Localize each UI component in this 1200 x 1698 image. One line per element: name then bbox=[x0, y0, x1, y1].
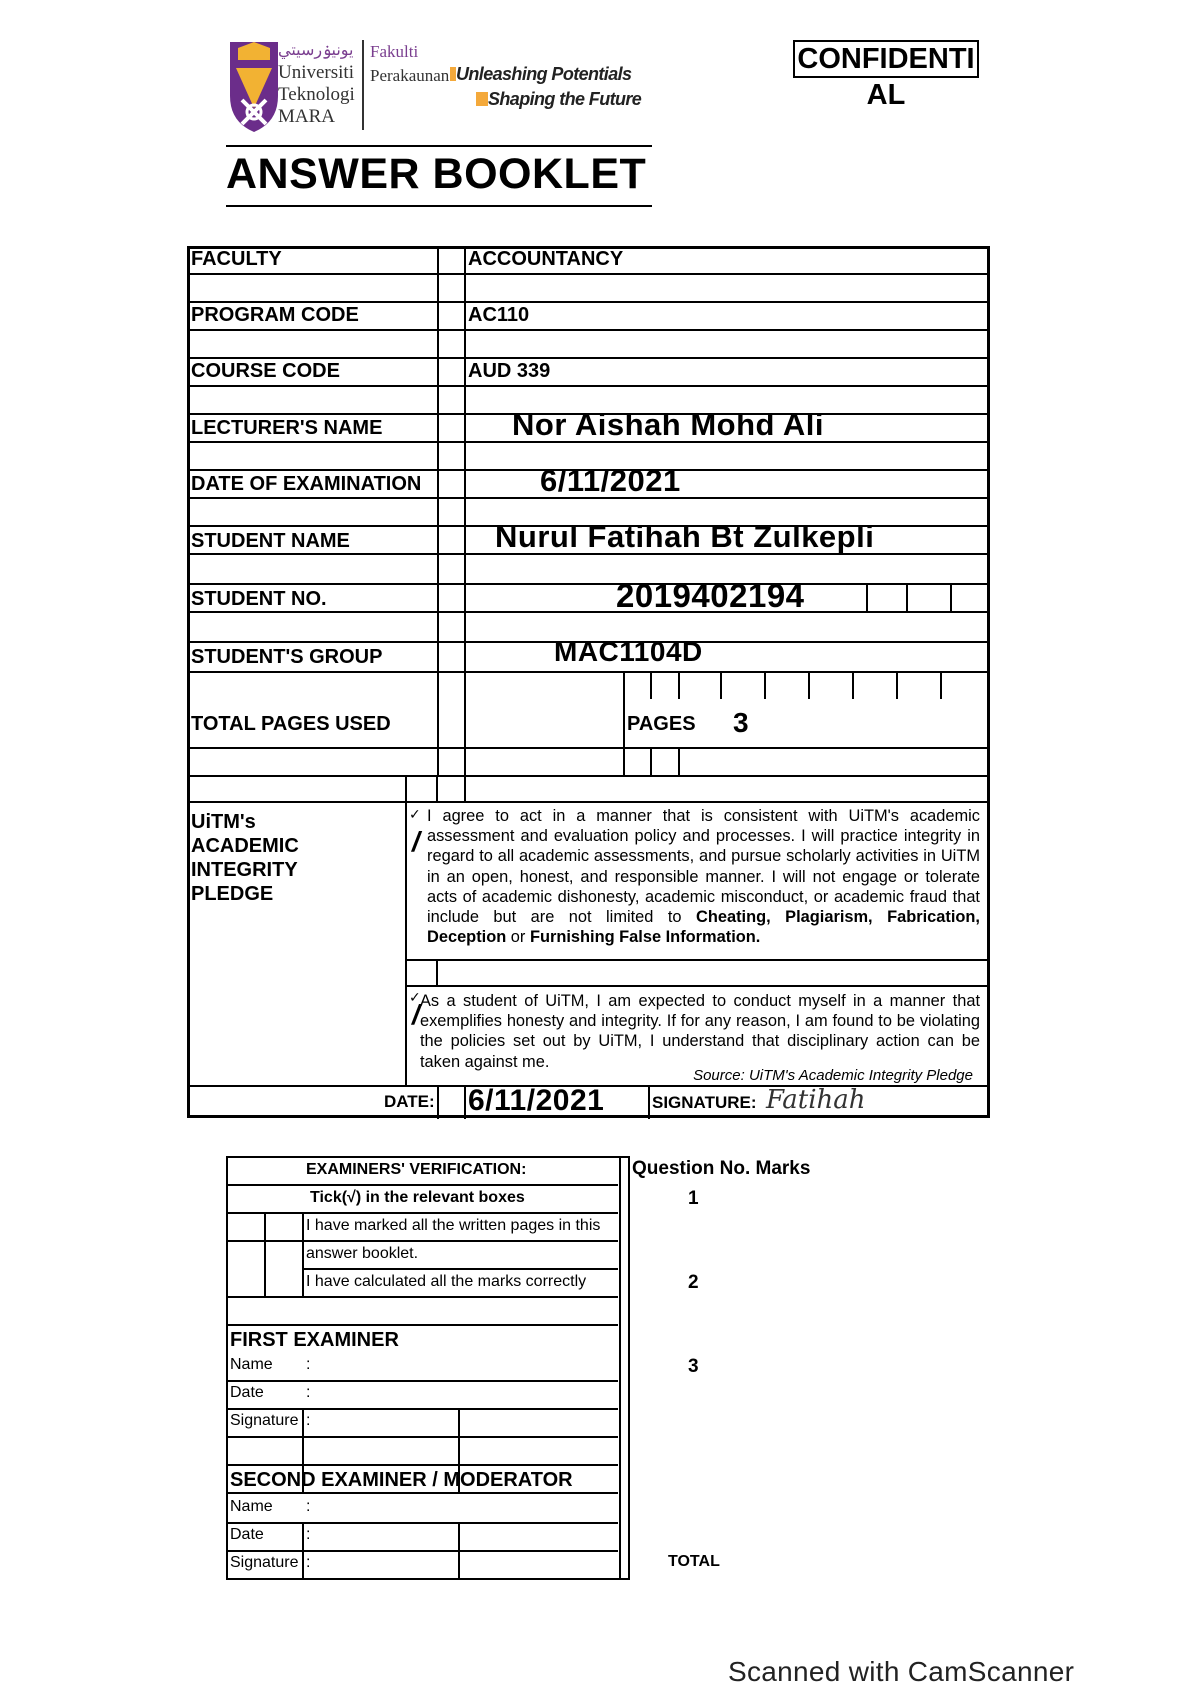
pledge2-tick[interactable]: ✓ bbox=[409, 989, 421, 1005]
group-box-line bbox=[764, 671, 766, 699]
student-group-label: STUDENT'S GROUP bbox=[191, 646, 383, 668]
col-line bbox=[464, 1085, 466, 1119]
field-label: Date bbox=[230, 1526, 264, 1543]
col-line bbox=[619, 1158, 621, 1578]
student-no-value: 2019402194 bbox=[616, 577, 805, 614]
col-line bbox=[405, 775, 407, 1085]
row-line bbox=[228, 1464, 618, 1466]
faculty-value: ACCOUNTANCY bbox=[468, 248, 624, 270]
row-line bbox=[190, 801, 987, 803]
row-line bbox=[190, 611, 987, 613]
row-line bbox=[406, 985, 987, 987]
check1-text: I have marked all the written pages in this bbox=[306, 1217, 601, 1234]
slogan-line: Shaping the Future bbox=[456, 87, 641, 112]
row-line bbox=[190, 385, 987, 387]
pledge-or: or bbox=[510, 928, 526, 947]
row-line bbox=[228, 1522, 618, 1524]
row-line bbox=[190, 747, 987, 749]
col-line bbox=[436, 959, 438, 985]
pledge-term: Plagiarism, bbox=[785, 908, 873, 927]
university-arabic: يونيۏرسيتي bbox=[278, 42, 354, 59]
student-name-value: Nurul Fatihah Bt Zulkepli bbox=[495, 519, 875, 554]
row-line bbox=[190, 301, 987, 303]
uitm-logo bbox=[226, 38, 282, 134]
col-line bbox=[302, 1522, 304, 1578]
row-line bbox=[228, 1184, 618, 1186]
signature-label: SIGNATURE: bbox=[652, 1093, 757, 1112]
slogan bbox=[456, 62, 641, 112]
page-title: ANSWER BOOKLET bbox=[226, 150, 647, 198]
program-code-label: PROGRAM CODE bbox=[191, 304, 359, 326]
check1-text: answer booklet. bbox=[306, 1245, 419, 1262]
pages-box-line bbox=[650, 747, 652, 775]
second-examiner-title: SECOND EXAMINER / MODERATOR bbox=[230, 1469, 573, 1491]
row-line bbox=[190, 273, 987, 275]
pledge-paragraph-1 bbox=[427, 806, 980, 947]
group-box-line bbox=[678, 671, 680, 699]
signature: Fatihah bbox=[766, 1085, 866, 1115]
digit-box-line bbox=[950, 583, 952, 611]
pledge-term: Cheating, bbox=[696, 908, 771, 927]
exam-date-label: DATE OF EXAMINATION bbox=[191, 473, 422, 495]
row-line bbox=[190, 357, 987, 359]
group-box-line bbox=[852, 671, 854, 699]
field-label: Signature bbox=[230, 1554, 299, 1571]
field-colon: : bbox=[306, 1384, 311, 1401]
title-rule-top bbox=[226, 145, 652, 147]
field-colon: : bbox=[306, 1554, 311, 1571]
pages-label: PAGES bbox=[627, 713, 696, 735]
row-line bbox=[190, 671, 987, 673]
row-line bbox=[406, 959, 987, 961]
group-box-line bbox=[808, 671, 810, 699]
date-value: 6/11/2021 bbox=[468, 1084, 605, 1117]
confidential-stamp bbox=[790, 40, 982, 112]
field-colon: : bbox=[306, 1526, 311, 1543]
student-name-label: STUDENT NAME bbox=[191, 530, 350, 552]
examiners-verification bbox=[226, 1156, 630, 1580]
field-label: Date bbox=[230, 1384, 264, 1401]
university-line: MARA bbox=[278, 106, 336, 127]
pledge-label-line: PLEDGE bbox=[191, 883, 274, 905]
pledge-label-line: UiTM's bbox=[191, 811, 256, 833]
field-label: Name bbox=[230, 1498, 273, 1515]
pledge1-tick[interactable]: ✓ bbox=[409, 806, 421, 822]
question-number: 3 bbox=[688, 1356, 699, 1377]
faculty-name bbox=[370, 40, 449, 88]
row-line bbox=[228, 1324, 618, 1326]
tick-instruction: Tick(√) in the relevant boxes bbox=[310, 1189, 525, 1206]
row-line bbox=[190, 329, 987, 331]
university-name bbox=[278, 40, 358, 128]
digit-box-line bbox=[906, 583, 908, 611]
lecturer-name-label: LECTURER'S NAME bbox=[191, 417, 383, 439]
exam-date-value: 6/11/2021 bbox=[540, 463, 681, 498]
faculty-line: Fakulti bbox=[370, 42, 419, 61]
group-box-line bbox=[650, 671, 652, 699]
total-pages-value: 3 bbox=[733, 707, 750, 738]
pledge-label-line: ACADEMIC bbox=[191, 835, 299, 857]
pledge-term: Fabrication, bbox=[887, 908, 980, 927]
slogan-line: Unleashing Potentials bbox=[456, 62, 641, 87]
col-line bbox=[458, 1522, 460, 1578]
pages-box-line bbox=[678, 747, 680, 775]
pledge1-mark: / bbox=[412, 826, 420, 857]
confidential-line: CONFIDENTI bbox=[793, 40, 978, 78]
col-line bbox=[437, 1085, 439, 1119]
total-pages-label: TOTAL PAGES USED bbox=[191, 713, 391, 735]
row-line bbox=[228, 1380, 618, 1382]
verification-title: EXAMINERS' VERIFICATION: bbox=[306, 1161, 527, 1178]
pledge-label-line: INTEGRITY bbox=[191, 859, 298, 881]
check2-box[interactable] bbox=[230, 1270, 262, 1294]
check1-box[interactable] bbox=[230, 1214, 262, 1238]
faculty-label: FACULTY bbox=[191, 248, 282, 270]
pledge-source: Source: UiTM's Academic Integrity Pledge bbox=[693, 1067, 973, 1084]
course-code-value: AUD 339 bbox=[468, 360, 551, 382]
scanner-watermark: Scanned with CamScanner bbox=[728, 1656, 1075, 1687]
row-line bbox=[228, 1492, 618, 1494]
total-label: TOTAL bbox=[668, 1553, 720, 1570]
answer-booklet-form bbox=[187, 246, 990, 1118]
row-line bbox=[190, 775, 987, 777]
pledge2-mark: / bbox=[412, 999, 420, 1030]
title-rule-bottom bbox=[226, 205, 652, 207]
marks-header: Question No. Marks bbox=[632, 1158, 811, 1179]
row-line bbox=[228, 1408, 618, 1410]
field-colon: : bbox=[306, 1412, 311, 1429]
university-line: Teknologi bbox=[278, 84, 355, 105]
date-label: DATE: bbox=[384, 1092, 435, 1111]
col-line bbox=[436, 775, 438, 801]
student-group-value: MAC1104D bbox=[554, 636, 703, 667]
faculty-line: Perakaunan bbox=[370, 66, 450, 85]
pledge-term: Deception bbox=[427, 928, 507, 947]
lecturer-name-value: Nor Aishah Mohd Ali bbox=[512, 407, 825, 442]
field-label: Signature bbox=[230, 1412, 299, 1429]
col-line bbox=[437, 249, 439, 775]
pledge-label bbox=[191, 810, 299, 906]
student-no-label: STUDENT NO. bbox=[191, 588, 327, 610]
confidential-line: AL bbox=[866, 79, 906, 111]
row-line bbox=[228, 1212, 618, 1214]
checkbox-line bbox=[302, 1212, 304, 1296]
first-examiner-title: FIRST EXAMINER bbox=[230, 1329, 399, 1351]
field-colon: : bbox=[306, 1356, 311, 1373]
header-divider bbox=[362, 40, 364, 130]
check2-text: I have calculated all the marks correctly bbox=[306, 1273, 587, 1290]
pledge-term: Furnishing False Information. bbox=[529, 928, 761, 947]
row-line bbox=[228, 1296, 618, 1298]
pages-box-line bbox=[623, 671, 625, 775]
row-line bbox=[304, 1268, 618, 1270]
question-number: 2 bbox=[688, 1272, 699, 1293]
checkbox-line bbox=[264, 1212, 266, 1296]
group-box-line bbox=[940, 671, 942, 699]
question-number: 1 bbox=[688, 1188, 699, 1209]
field-colon: : bbox=[306, 1498, 311, 1515]
field-label: Name bbox=[230, 1356, 273, 1373]
group-box-line bbox=[896, 671, 898, 699]
program-code-value: AC110 bbox=[468, 304, 530, 326]
pledge1-text: I agree to act in a manner that is consistent with UiTM's academic assessment and evaluation policy and processes. I will practice integrity in regard to all academic assessments, and pursue scholarly activities in UiTM in an open, honest, and responsible manner. I will not engage or tolerate acts of academic dishonesty, academic misconduct, or academic fraud that include but are not limited to bbox=[427, 807, 980, 927]
pledge-paragraph-2: As a student of UiTM, I am expected to conduct myself in a manner that exemplifies honesty and integrity. If for any reason, I am found to be violating the policies set out by UiTM, I understand that disciplinary action can be taken against me. bbox=[420, 992, 980, 1071]
row-line bbox=[228, 1550, 618, 1552]
row-line bbox=[228, 1240, 618, 1242]
col-line bbox=[464, 249, 466, 801]
col-line bbox=[648, 1085, 650, 1119]
digit-box-line bbox=[866, 583, 868, 611]
row-line bbox=[228, 1436, 618, 1438]
group-box-line bbox=[720, 671, 722, 699]
university-line: Universiti bbox=[278, 62, 354, 83]
course-code-label: COURSE CODE bbox=[191, 360, 340, 382]
